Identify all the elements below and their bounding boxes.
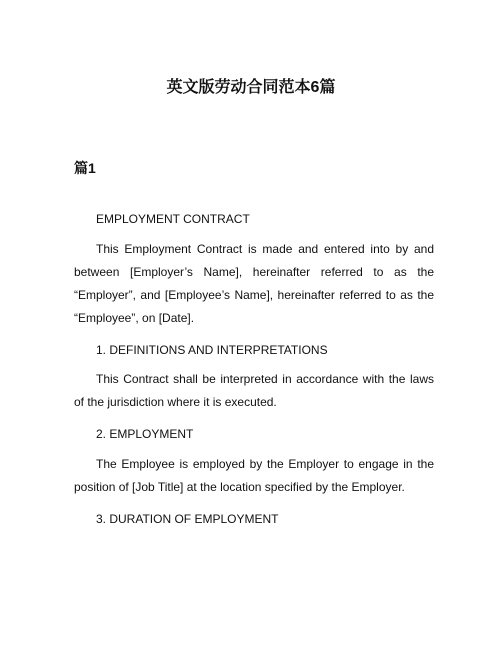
clause-2-heading: 2. EMPLOYMENT xyxy=(96,427,194,441)
clause-2-body: The Employee is employed by the Employer to engage in the position of [Job Title] at the location specified by the Employer. xyxy=(74,457,434,494)
contract-intro-paragraph: This Employment Contract is made and entered into by and between [Employer’s Name], hereinafter referred to as the “Employer”, and [Employee’s Name], hereinafter referred to as the “Employee”, on [Date]. xyxy=(74,242,434,325)
section-heading: 篇1 xyxy=(74,160,96,176)
clause-3-heading: 3. DURATION OF EMPLOYMENT xyxy=(96,512,279,526)
document-title: 英文版劳动合同范本6篇 xyxy=(166,79,336,96)
clause-1-body: This Contract shall be interpreted in accordance with the laws of the jurisdiction where it is executed. xyxy=(74,372,434,409)
contract-heading: EMPLOYMENT CONTRACT xyxy=(96,212,250,226)
clause-1-heading: 1. DEFINITIONS AND INTERPRETATIONS xyxy=(96,343,328,357)
